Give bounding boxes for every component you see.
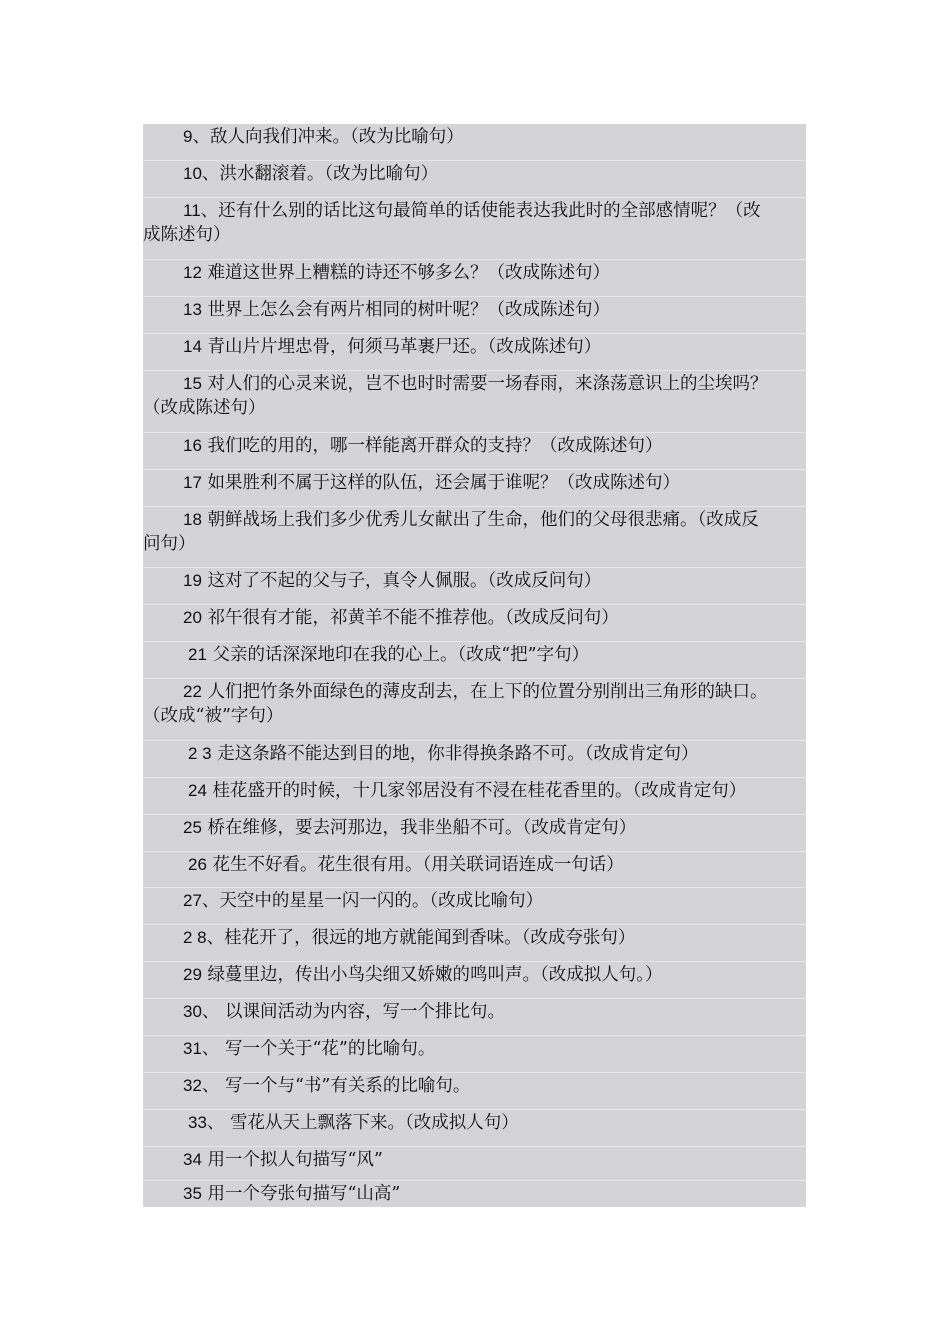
- item-line: [143, 741, 806, 766]
- item-text: 难道这世界上糟糕的诗还不够多么？（改成陈述句）: [201, 263, 610, 283]
- item-number: 20: [183, 608, 202, 627]
- item-text: 我们吃的用的，哪一样能离开群众的支持？（改成陈述句）: [201, 436, 663, 456]
- item-number: 32: [183, 1076, 202, 1095]
- list-item: [143, 1146, 806, 1172]
- item-line: [143, 470, 806, 495]
- item-text: 、洪水翻滚着。（改为比喻句）: [201, 164, 439, 184]
- item-line: [143, 888, 806, 913]
- item-text: 、桂花开了，很远的地方就能闻到香味。（改成夸张句）: [206, 928, 636, 948]
- item-number: 14: [183, 337, 202, 356]
- list-item: [143, 1109, 806, 1135]
- item-line: [143, 297, 806, 322]
- item-line: [143, 642, 806, 667]
- item-text: 花生不好看。花生很有用。（用关联词语连成一句话）: [206, 855, 624, 875]
- list-item: [143, 469, 806, 495]
- list-item: [143, 160, 806, 186]
- item-number: 2 3: [188, 744, 212, 763]
- list-item: [143, 296, 806, 322]
- item-line: [143, 124, 806, 149]
- item-line: [143, 568, 806, 593]
- item-number: 25: [183, 818, 202, 837]
- item-number: 33: [188, 1113, 207, 1132]
- item-text: 世界上怎么会有两片相同的树叶呢？（改成陈述句）: [201, 300, 610, 320]
- list-item: [143, 370, 806, 421]
- item-text: 父亲的话深深地印在我的心上。（改成“把”字句）: [206, 645, 590, 665]
- exercise-list: [143, 124, 806, 1207]
- list-item: [143, 641, 806, 667]
- item-number: 16: [183, 436, 202, 455]
- item-line: [143, 161, 806, 186]
- list-item: [143, 1072, 806, 1098]
- item-text: 、 以课间活动为内容，写一个排比句。: [201, 1002, 505, 1022]
- item-text: 走这条路不能达到目的地，你非得换条路不可。（改成肯定句）: [211, 744, 699, 764]
- item-number: 31: [183, 1039, 202, 1058]
- item-text: 青山片片埋忠骨，何须马革裹尸还。（改成陈述句）: [201, 337, 602, 357]
- list-item: [143, 197, 806, 248]
- list-item: [143, 924, 806, 950]
- item-text: 、敌人向我们冲来。（改为比喻句）: [192, 127, 464, 147]
- item-line: [143, 815, 806, 840]
- item-text: 、天空中的星星一闪一闪的。（改成比喻句）: [201, 891, 544, 911]
- item-line: [143, 507, 806, 532]
- item-number: 21: [188, 645, 207, 664]
- item-number: 9: [183, 127, 193, 146]
- item-text: 桥在维修，要去河那边，我非坐船不可。（改成肯定句）: [201, 818, 637, 838]
- item-line: [143, 999, 806, 1024]
- item-continuation: 成陈述句）: [143, 225, 231, 245]
- item-line: [143, 605, 806, 630]
- item-text: 绿蔓里边，传出小鸟尖细又娇嫩的鸣叫声。（改成拟人句。）: [201, 965, 663, 985]
- item-text: 对人们的心灵来说，岂不也时时需要一场春雨，来涤荡意识上的尘埃吗？: [201, 374, 768, 394]
- item-number: 27: [183, 891, 202, 910]
- list-item: [143, 961, 806, 987]
- item-line: [143, 1110, 806, 1135]
- item-number: 18: [183, 510, 202, 529]
- list-item: [143, 506, 806, 557]
- item-line: [143, 679, 806, 704]
- list-item: [143, 998, 806, 1024]
- item-number: 2 8: [183, 928, 207, 947]
- item-line: [143, 334, 806, 359]
- item-continuation: 问句）: [143, 534, 196, 554]
- list-item: [143, 604, 806, 630]
- item-number: 11: [183, 201, 201, 220]
- item-number: 17: [183, 473, 202, 492]
- item-text: 、 写一个关于“花”的比喻句。: [201, 1039, 436, 1059]
- item-number: 30: [183, 1002, 202, 1021]
- item-text: 朝鲜战场上我们多少优秀儿女献出了生命，他们的父母很悲痛。（改成反: [201, 510, 759, 530]
- item-number: 13: [183, 300, 202, 319]
- item-text: 这对了不起的父与子，真令人佩服。（改成反问句）: [201, 571, 602, 591]
- item-text: 、还有什么别的话比这句最简单的话使能表达我此时的全部感情呢？（改: [200, 201, 761, 221]
- list-item: [143, 814, 806, 840]
- item-line: [143, 1073, 806, 1098]
- item-number: 12: [183, 263, 202, 282]
- item-text: 、 雪花从天上飘落下来。（改成拟人句）: [206, 1113, 519, 1133]
- item-line: [143, 1036, 806, 1061]
- list-item: [143, 1180, 806, 1206]
- list-item: [143, 259, 806, 285]
- item-text: 如果胜利不属于这样的队伍，还会属于谁呢？（改成陈述句）: [201, 473, 680, 493]
- list-item: [143, 567, 806, 593]
- item-line: [143, 925, 806, 950]
- item-text: 、 写一个与“书”有关系的比喻句。: [201, 1076, 471, 1096]
- item-text: 用一个拟人句描写“风”: [201, 1150, 383, 1170]
- list-item: [143, 887, 806, 913]
- list-item: [143, 432, 806, 458]
- item-number: 24: [188, 781, 207, 800]
- item-line: [143, 433, 806, 458]
- item-number: 29: [183, 965, 202, 984]
- item-line: [143, 198, 806, 223]
- item-line: [143, 778, 806, 803]
- item-number: 34: [183, 1150, 202, 1169]
- item-number: 10: [183, 164, 202, 183]
- item-line: [143, 852, 806, 877]
- item-text: 人们把竹条外面绿色的薄皮刮去，在上下的位置分别削出三角形的缺口。: [201, 682, 768, 702]
- list-item: [143, 777, 806, 803]
- item-number: 15: [183, 374, 202, 393]
- item-number: 35: [183, 1184, 202, 1203]
- list-item: [143, 851, 806, 877]
- item-line: [143, 962, 806, 987]
- item-line: [143, 1147, 806, 1172]
- list-item: [143, 124, 806, 149]
- item-number: 19: [183, 571, 202, 590]
- item-number: 22: [183, 682, 202, 701]
- list-item: [143, 1035, 806, 1061]
- item-continuation: （改成陈述句）: [143, 398, 266, 418]
- item-text: 用一个夸张句描写“山高”: [201, 1184, 401, 1204]
- list-item: [143, 740, 806, 766]
- item-number: 26: [188, 855, 207, 874]
- list-item: [143, 333, 806, 359]
- item-line: [143, 260, 806, 285]
- list-item: [143, 678, 806, 729]
- item-line: [143, 371, 806, 396]
- item-text: 桂花盛开的时候，十几家邻居没有不浸在桂花香里的。（改成肯定句）: [206, 781, 747, 801]
- item-line: [143, 1181, 806, 1206]
- item-text: 祁午很有才能，祁黄羊不能不推荐他。（改成反问句）: [201, 608, 619, 628]
- item-continuation: （改成“被”字句）: [143, 706, 284, 726]
